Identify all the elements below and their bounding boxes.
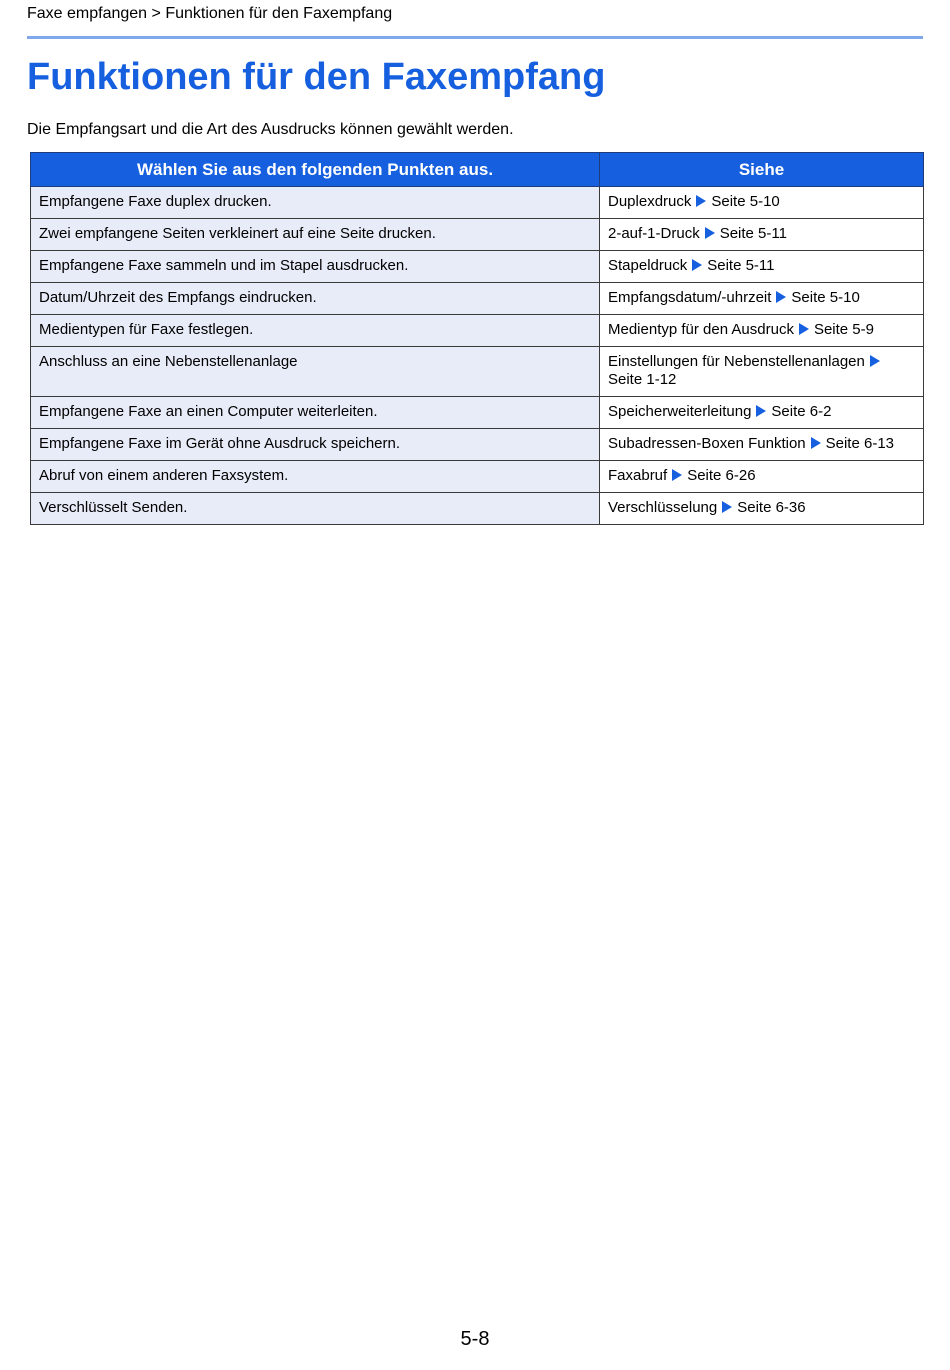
page-reference-link[interactable]: Seite 1-12 bbox=[608, 371, 677, 388]
page-reference-link[interactable]: Seite 6-2 bbox=[771, 403, 832, 420]
arrow-right-icon bbox=[696, 195, 706, 207]
page-reference-link[interactable]: Seite 6-26 bbox=[687, 467, 756, 484]
table-row bbox=[31, 347, 924, 397]
row-reference[interactable] bbox=[600, 347, 924, 397]
table-row bbox=[31, 461, 924, 493]
row-reference[interactable] bbox=[600, 315, 924, 347]
page-reference-link[interactable]: Seite 6-36 bbox=[737, 499, 806, 516]
page-reference-link[interactable]: Seite 5-10 bbox=[711, 193, 780, 210]
table-row bbox=[31, 187, 924, 219]
page-reference-link[interactable]: Seite 5-11 bbox=[707, 257, 775, 274]
arrow-right-icon bbox=[692, 259, 702, 271]
row-item-text: Abruf von einem anderen Faxsystem. bbox=[31, 461, 600, 493]
table-row bbox=[31, 251, 924, 283]
page-reference-link[interactable]: Seite 5-11 bbox=[719, 225, 787, 242]
reference-table bbox=[30, 152, 924, 525]
table-row bbox=[31, 493, 924, 525]
column-header-see: Siehe bbox=[600, 153, 924, 187]
reference-link-text[interactable]: Speicherweiterleitung bbox=[608, 403, 752, 420]
reference-link-text[interactable]: Medientyp für den Ausdruck bbox=[608, 321, 794, 338]
row-reference[interactable] bbox=[600, 397, 924, 429]
row-reference[interactable] bbox=[600, 251, 924, 283]
reference-link-text[interactable]: Faxabruf bbox=[608, 467, 668, 484]
reference-link-text[interactable]: 2-auf-1-Druck bbox=[608, 225, 700, 242]
arrow-right-icon bbox=[776, 291, 786, 303]
reference-link-text[interactable]: Einstellungen für Nebenstellenanlagen bbox=[608, 353, 865, 370]
reference-link-text[interactable]: Subadressen-Boxen Funktion bbox=[608, 435, 806, 452]
intro-text: Die Empfangsart und die Art des Ausdrucks können gewählt werden. bbox=[27, 121, 514, 138]
arrow-right-icon bbox=[870, 355, 880, 367]
table-header-row bbox=[31, 153, 924, 187]
row-item-text: Medientypen für Faxe festlegen. bbox=[31, 315, 600, 347]
page-reference-link[interactable]: Seite 6-13 bbox=[825, 435, 895, 452]
table-row bbox=[31, 315, 924, 347]
table-row bbox=[31, 283, 924, 315]
row-item-text: Datum/Uhrzeit des Empfangs eindrucken. bbox=[31, 283, 600, 315]
row-item-text: Verschlüsselt Senden. bbox=[31, 493, 600, 525]
row-reference[interactable] bbox=[600, 283, 924, 315]
column-header-item: Wählen Sie aus den folgenden Punkten aus. bbox=[31, 153, 600, 187]
page-title: Funktionen für den Faxempfang bbox=[27, 56, 606, 98]
row-reference[interactable] bbox=[600, 429, 924, 461]
arrow-right-icon bbox=[799, 323, 809, 335]
reference-link-text[interactable]: Empfangsdatum/-uhrzeit bbox=[608, 289, 772, 306]
reference-link-text[interactable]: Duplexdruck bbox=[608, 193, 692, 210]
arrow-right-icon bbox=[705, 227, 715, 239]
row-reference[interactable] bbox=[600, 461, 924, 493]
row-item-text: Zwei empfangene Seiten verkleinert auf eine Seite drucken. bbox=[31, 219, 600, 251]
header-divider bbox=[27, 36, 923, 39]
row-item-text: Empfangene Faxe sammeln und im Stapel ausdrucken. bbox=[31, 251, 600, 283]
arrow-right-icon bbox=[722, 501, 732, 513]
row-item-text: Anschluss an eine Nebenstellenanlage bbox=[31, 347, 600, 397]
page-reference-link[interactable]: Seite 5-10 bbox=[791, 289, 860, 306]
table-row bbox=[31, 429, 924, 461]
row-item-text: Empfangene Faxe an einen Computer weiterleiten. bbox=[31, 397, 600, 429]
row-item-text: Empfangene Faxe im Gerät ohne Ausdruck speichern. bbox=[31, 429, 600, 461]
table-row bbox=[31, 397, 924, 429]
row-reference[interactable] bbox=[600, 187, 924, 219]
reference-link-text[interactable]: Stapeldruck bbox=[608, 257, 688, 274]
arrow-right-icon bbox=[672, 469, 682, 481]
page-reference-link[interactable]: Seite 5-9 bbox=[813, 321, 874, 338]
page-number: 5-8 bbox=[460, 1328, 490, 1350]
row-reference[interactable] bbox=[600, 493, 924, 525]
arrow-right-icon bbox=[756, 405, 766, 417]
reference-link-text[interactable]: Verschlüsselung bbox=[608, 499, 718, 516]
row-reference[interactable] bbox=[600, 219, 924, 251]
row-item-text: Empfangene Faxe duplex drucken. bbox=[31, 187, 600, 219]
table-row bbox=[31, 219, 924, 251]
arrow-right-icon bbox=[811, 437, 821, 449]
breadcrumb: Faxe empfangen > Funktionen für den Faxempfang bbox=[27, 5, 393, 22]
